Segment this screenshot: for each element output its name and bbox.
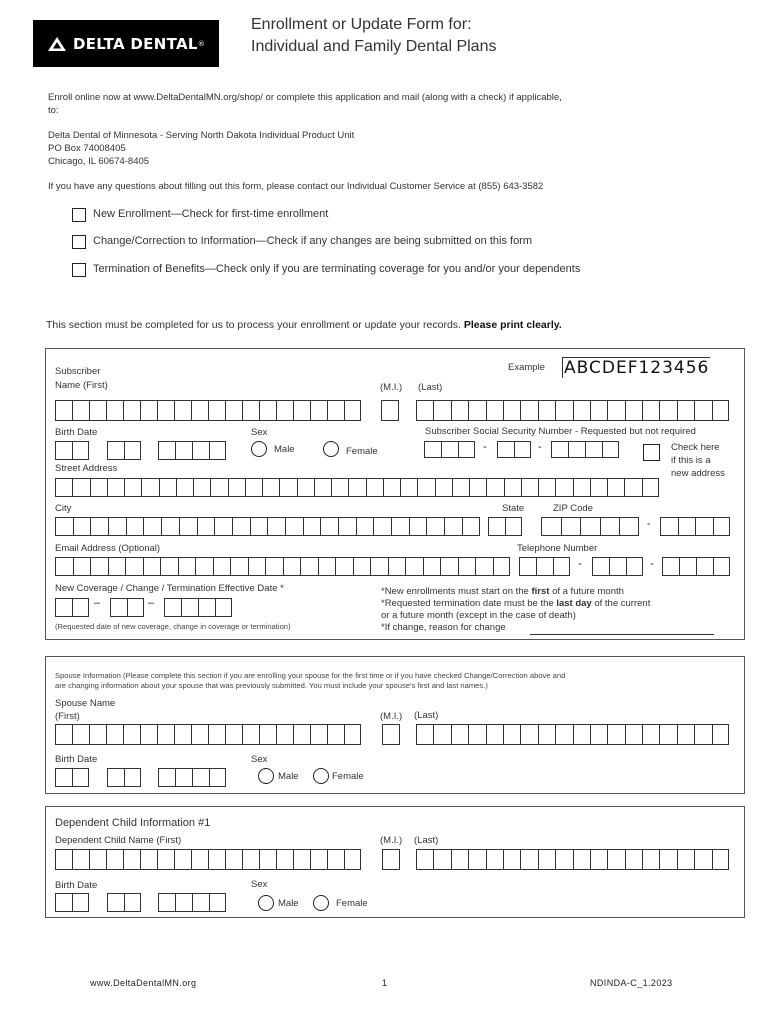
if-this-is-a-text: if this is a — [671, 455, 711, 466]
change-reason-line[interactable] — [530, 634, 714, 635]
intro-line2: to: — [48, 105, 59, 116]
subscriber-female-radio[interactable] — [323, 441, 339, 457]
subscriber-last-name-boxes[interactable] — [416, 400, 730, 421]
dependent-mi-box[interactable] — [382, 849, 400, 870]
phone-line-boxes[interactable] — [662, 557, 730, 576]
change-correction-checkbox[interactable] — [72, 235, 86, 249]
section-note — [46, 319, 562, 331]
dependent-mi-label: (M.I.) — [380, 835, 403, 846]
dependent-birth-year-boxes[interactable] — [158, 893, 226, 912]
effective-date-label: New Coverage / Change / Termination Effective Date * — [55, 583, 284, 594]
termination-checkbox[interactable] — [72, 263, 86, 277]
zip-label: ZIP Code — [553, 503, 593, 514]
footer-url: www.DeltaDentalMN.org — [90, 978, 197, 988]
change-correction-label: Change/Correction to Information—Check if any changes are being submitted on this form — [93, 235, 533, 247]
dependent-last-label: (Last) — [414, 835, 439, 846]
rule1-post: of a future month — [549, 586, 624, 597]
dependent-male-label: Male — [278, 898, 299, 909]
subscriber-mi-label: (M.I.) — [380, 382, 403, 393]
subscriber-label: Subscriber — [55, 366, 101, 377]
phone-label: Telephone Number — [517, 543, 598, 554]
spouse-mi-label: (M.I.) — [380, 711, 403, 722]
dependent-birth-date-label: Birth Date — [55, 880, 98, 891]
dependent-heading: Dependent Child Information #1 — [55, 817, 211, 829]
rule1-pre: *New enrollments must start on the — [381, 586, 532, 597]
example-label: Example — [508, 362, 545, 373]
effective-dash-2: – — [148, 597, 155, 609]
dependent-female-radio[interactable] — [313, 895, 329, 911]
effective-month-boxes[interactable] — [55, 598, 89, 617]
birth-year-boxes[interactable] — [158, 441, 226, 460]
rule-first-of-month — [381, 586, 650, 598]
rule1-bold: first — [531, 586, 550, 597]
new-address-checkbox[interactable] — [643, 444, 660, 461]
rule-change-reason: *If change, reason for change — [381, 622, 506, 633]
new-address-label — [671, 441, 725, 480]
spouse-info-line1: Spouse Information (Please complete this section if you are enrolling your spouse for the first time or if you have checked Change/Correction above and — [55, 671, 566, 680]
rule2-post: of the current — [591, 598, 651, 609]
address-line3: Chicago, IL 60674-8405 — [48, 156, 150, 167]
rule-last-day — [381, 598, 650, 610]
email-label: Email Address (Optional) — [55, 543, 161, 554]
effective-rules — [381, 586, 650, 634]
subscriber-male-label: Male — [274, 444, 295, 455]
dependent-birth-day-boxes[interactable] — [107, 893, 141, 912]
new-enrollment-checkbox[interactable] — [72, 208, 86, 222]
ssn-area-boxes[interactable] — [424, 441, 475, 458]
zip-boxes[interactable] — [541, 517, 639, 536]
dependent-name-label: Dependent Child Name (First) — [55, 835, 182, 846]
ssn-dash-1: - — [483, 441, 487, 453]
state-boxes[interactable] — [488, 517, 522, 536]
spouse-first-name-boxes[interactable] — [55, 724, 361, 745]
check-here-text: Check here — [671, 442, 720, 453]
dependent-birth-month-boxes[interactable] — [55, 893, 89, 912]
effective-dash-1: – — [94, 597, 101, 609]
spouse-name-label: Spouse Name — [55, 698, 116, 709]
subscriber-female-label: Female — [346, 446, 378, 457]
effective-day-boxes[interactable] — [110, 598, 144, 617]
dependent-last-name-boxes[interactable] — [416, 849, 730, 870]
phone-prefix-boxes[interactable] — [592, 557, 643, 576]
rule-future-month: or a future month (except in the case of death) — [381, 610, 576, 621]
form-title-line1: Enrollment or Update Form for: — [251, 16, 472, 33]
effective-date-note: (Requested date of new coverage, change in coverage or termination) — [55, 622, 291, 631]
subscriber-first-name-boxes[interactable] — [55, 400, 361, 421]
birth-date-label: Birth Date — [55, 427, 98, 438]
street-address-boxes[interactable] — [55, 478, 659, 497]
email-boxes[interactable] — [55, 557, 510, 576]
spouse-female-label: Female — [332, 771, 364, 782]
dependent-first-name-boxes[interactable] — [55, 849, 361, 870]
termination-label: Termination of Benefits—Check only if you are terminating coverage for you and/or your dependents — [93, 263, 581, 275]
zip-dash: - — [647, 518, 651, 530]
delta-triangle-icon — [47, 36, 67, 52]
delta-dental-logo — [33, 20, 219, 67]
section-note-text: This section must be completed for us to process your enrollment or update your records. — [46, 319, 464, 331]
phone-area-boxes[interactable] — [519, 557, 570, 576]
form-title-line2: Individual and Family Dental Plans — [251, 38, 497, 55]
address-line2: PO Box 74008405 — [48, 143, 126, 154]
spouse-male-label: Male — [278, 771, 299, 782]
sex-label: Sex — [251, 427, 268, 438]
effective-year-boxes[interactable] — [164, 598, 232, 617]
rule2-bold: last day — [556, 598, 592, 609]
spouse-info-line2: are changing information about your spouse that was previously submitted. You must include your spouse's first and last names.) — [55, 681, 488, 690]
spouse-birth-day-boxes[interactable] — [107, 768, 141, 787]
city-label: City — [55, 503, 72, 514]
ssn-dash-2: - — [538, 441, 542, 453]
ssn-group-boxes[interactable] — [497, 441, 531, 458]
street-address-label: Street Address — [55, 463, 118, 474]
address-line1: Delta Dental of Minnesota - Serving North Dakota Individual Product Unit — [48, 130, 355, 141]
birth-day-boxes[interactable] — [107, 441, 141, 460]
dependent-sex-label: Sex — [251, 879, 268, 890]
spouse-birth-date-label: Birth Date — [55, 754, 98, 765]
spouse-mi-box[interactable] — [382, 724, 400, 745]
spouse-male-radio[interactable] — [258, 768, 274, 784]
new-enrollment-label: New Enrollment—Check for first-time enrollment — [93, 208, 329, 220]
footer-form-code: NDINDA-C_1.2023 — [590, 978, 673, 988]
spouse-first-label: (First) — [55, 711, 80, 722]
spouse-birth-year-boxes[interactable] — [158, 768, 226, 787]
intro-line1: Enroll online now at www.DeltaDentalMN.org/shop/ or complete this application and mail (along with a check) if applicable, — [48, 92, 562, 103]
logo-text: DELTA DENTAL — [72, 34, 198, 53]
birth-month-boxes[interactable] — [55, 441, 89, 460]
registered-mark: ® — [197, 39, 206, 48]
phone-dash-1: - — [578, 558, 582, 570]
ssn-label: Subscriber Social Security Number - Requested but not required — [425, 426, 696, 437]
zip-plus4-boxes[interactable] — [660, 517, 730, 536]
contact-info: If you have any questions about filling out this form, please contact our Individual Customer Service at (855) 643-3582 — [48, 181, 544, 192]
subscriber-mi-box[interactable] — [381, 400, 399, 421]
footer-page-number: 1 — [382, 978, 388, 988]
spouse-sex-label: Sex — [251, 754, 268, 765]
rule2-pre: *Requested termination date must be the — [381, 598, 557, 609]
new-address-text: new address — [671, 468, 725, 479]
subscriber-last-label: (Last) — [418, 382, 443, 393]
dependent-male-radio[interactable] — [258, 895, 274, 911]
ssn-serial-boxes[interactable] — [551, 441, 619, 458]
example-value: ABCDEF123456 — [564, 358, 710, 378]
city-boxes[interactable] — [55, 517, 480, 536]
state-label: State — [502, 503, 525, 514]
spouse-last-name-boxes[interactable] — [416, 724, 730, 745]
phone-dash-2: - — [650, 558, 654, 570]
subscriber-first-label: Name (First) — [55, 380, 108, 391]
spouse-female-radio[interactable] — [313, 768, 329, 784]
section-note-bold: Please print clearly. — [463, 319, 562, 331]
dependent-female-label: Female — [336, 898, 368, 909]
spouse-birth-month-boxes[interactable] — [55, 768, 89, 787]
spouse-last-label: (Last) — [414, 710, 439, 721]
subscriber-male-radio[interactable] — [251, 441, 267, 457]
